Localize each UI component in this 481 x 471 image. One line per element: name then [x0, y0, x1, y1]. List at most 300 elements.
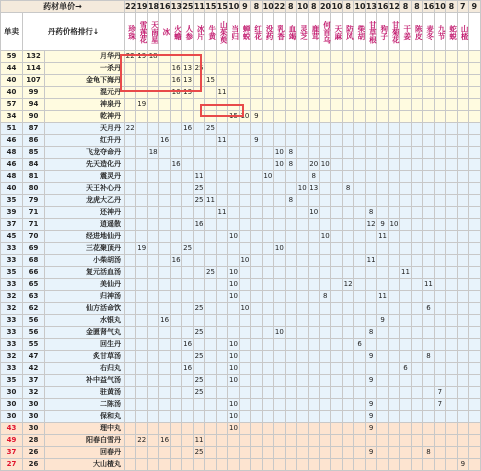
table-row[interactable]	[1, 87, 481, 99]
herb-cell	[365, 183, 376, 195]
herb-cell	[446, 411, 457, 423]
herb-cell	[159, 63, 170, 75]
herb-cell	[262, 387, 273, 399]
table-row[interactable]	[1, 231, 481, 243]
herb-cell: 13	[308, 183, 319, 195]
table-row[interactable]	[1, 267, 481, 279]
herb-cell	[423, 171, 434, 183]
herb-cell	[182, 195, 193, 207]
pill-name: 二陈汤	[45, 399, 125, 411]
herb-cell	[251, 315, 262, 327]
herb-cell	[125, 315, 136, 327]
herb-cell	[262, 447, 273, 459]
herb-cell	[308, 123, 319, 135]
rank-value: 71	[23, 219, 45, 231]
herb-cell	[170, 207, 181, 219]
table-row[interactable]	[1, 99, 481, 111]
rank-value: 26	[23, 459, 45, 471]
herb-cell	[274, 207, 285, 219]
herb-cell	[205, 387, 216, 399]
herb-cell	[228, 195, 239, 207]
herb-cell	[251, 267, 262, 279]
herb-unit-price: 18	[147, 2, 160, 11]
herb-cell	[262, 147, 273, 159]
herb-cell	[457, 339, 468, 351]
sell-price: 32	[1, 351, 23, 363]
herb-cell	[297, 195, 308, 207]
rank-value: 62	[23, 303, 45, 315]
herb-cell	[331, 159, 342, 171]
herb-cell	[411, 231, 422, 243]
herb-cell	[342, 363, 353, 375]
herb-cell	[457, 207, 468, 219]
table-row[interactable]	[1, 435, 481, 447]
pill-name: 补中益气汤	[45, 375, 125, 387]
herb-cell	[400, 243, 411, 255]
herb-unit-price: 20	[319, 2, 332, 11]
herb-cell	[365, 435, 376, 447]
herb-cell	[274, 291, 285, 303]
herb-cell	[297, 327, 308, 339]
table-row[interactable]	[1, 63, 481, 75]
pill-name: 乾神丹	[45, 111, 125, 123]
table-row[interactable]	[1, 243, 481, 255]
herb-cell	[342, 195, 353, 207]
herb-cell	[331, 387, 342, 399]
table-row[interactable]	[1, 159, 481, 171]
herb-cell: 11	[365, 255, 376, 267]
herb-cell	[297, 363, 308, 375]
herb-cell	[423, 183, 434, 195]
table-row[interactable]	[1, 135, 481, 147]
herb-cell	[297, 399, 308, 411]
herb-cell	[216, 411, 227, 423]
herb-cell	[239, 327, 250, 339]
herb-cell	[446, 339, 457, 351]
herb-cell: 25	[193, 447, 204, 459]
herb-name: 山茱萸	[216, 13, 227, 51]
herb-cell	[308, 135, 319, 147]
herb-cell	[400, 231, 411, 243]
rank-value: 132	[23, 51, 45, 63]
table-row[interactable]	[1, 447, 481, 459]
herb-cell	[274, 255, 285, 267]
herb-cell	[377, 423, 388, 435]
herb-cell	[262, 195, 273, 207]
herb-cell	[125, 207, 136, 219]
herb-cell	[400, 171, 411, 183]
sell-price: 48	[1, 147, 23, 159]
sell-price: 43	[1, 423, 23, 435]
table-row[interactable]	[1, 147, 481, 159]
herb-cell	[400, 423, 411, 435]
herb-cell: 16	[159, 315, 170, 327]
herb-cell	[469, 423, 480, 435]
pill-name: 回春丹	[45, 447, 125, 459]
herb-cell	[136, 459, 147, 471]
herb-cell	[308, 75, 319, 87]
herb-cell	[446, 183, 457, 195]
table-row[interactable]	[1, 123, 481, 135]
herb-cell	[434, 435, 445, 447]
table-row[interactable]	[1, 195, 481, 207]
herb-unit-price: 12	[388, 2, 400, 11]
herb-cell	[469, 219, 480, 231]
herb-name: 山楂	[457, 13, 468, 51]
herb-cell	[193, 279, 204, 291]
herb-cell	[388, 267, 399, 279]
herb-cell	[365, 339, 376, 351]
herb-cell: 8	[365, 207, 376, 219]
herb-cell	[136, 87, 147, 99]
herb-unit-price: 10	[228, 2, 240, 11]
table-row[interactable]	[1, 51, 481, 63]
table-row[interactable]	[1, 399, 481, 411]
table-row[interactable]	[1, 111, 481, 123]
table-row[interactable]	[1, 423, 481, 435]
herb-cell	[147, 399, 158, 411]
table-row[interactable]	[1, 75, 481, 87]
herb-cell	[388, 87, 399, 99]
herb-cell	[377, 111, 388, 123]
table-row[interactable]	[1, 183, 481, 195]
rank-value: 107	[23, 75, 45, 87]
herb-cell	[205, 255, 216, 267]
herb-cell	[147, 459, 158, 471]
herb-cell	[285, 231, 296, 243]
herb-cell	[411, 411, 422, 423]
herb-cell	[411, 243, 422, 255]
herb-cell	[388, 111, 399, 123]
herb-cell: 16	[170, 75, 181, 87]
herb-cell	[342, 171, 353, 183]
herb-cell	[308, 423, 319, 435]
herb-cell	[331, 63, 342, 75]
herb-cell	[319, 363, 330, 375]
herb-cell: 9	[457, 459, 468, 471]
herb-cell	[125, 243, 136, 255]
herb-cell	[354, 87, 365, 99]
table-row[interactable]	[1, 255, 481, 267]
rank-value: 87	[23, 123, 45, 135]
herb-cell	[377, 363, 388, 375]
herb-cell	[147, 207, 158, 219]
herb-cell	[297, 375, 308, 387]
herb-cell	[216, 315, 227, 327]
rank-value: 56	[23, 327, 45, 339]
herb-cell	[170, 147, 181, 159]
herb-cell: 19	[136, 99, 147, 111]
herb-cell	[388, 279, 399, 291]
herb-cell	[434, 363, 445, 375]
herb-cell	[239, 147, 250, 159]
table-row[interactable]	[1, 207, 481, 219]
herb-cell	[170, 291, 181, 303]
herb-cell	[228, 99, 239, 111]
herb-cell	[388, 63, 399, 75]
herb-cell	[331, 423, 342, 435]
herb-cell	[239, 315, 250, 327]
table-row[interactable]	[1, 375, 481, 387]
herb-unit-price: 13	[365, 2, 377, 11]
herb-cell	[147, 375, 158, 387]
herb-cell	[147, 219, 158, 231]
herb-cell	[182, 291, 193, 303]
herb-cell	[274, 303, 285, 315]
herb-cell	[377, 387, 388, 399]
herb-cell	[388, 303, 399, 315]
herb-cell	[285, 75, 296, 87]
herb-cell	[285, 183, 296, 195]
herb-cell	[354, 219, 365, 231]
herb-cell	[308, 279, 319, 291]
herb-cell	[319, 99, 330, 111]
herb-cell	[457, 51, 468, 63]
herb-cell	[251, 375, 262, 387]
herb-cell	[170, 327, 181, 339]
herb-cell	[205, 411, 216, 423]
herb-cell	[193, 75, 204, 87]
herb-cell	[193, 231, 204, 243]
herb-cell	[136, 327, 147, 339]
herb-cell: 9	[365, 351, 376, 363]
herb-cell	[262, 63, 273, 75]
herb-cell	[205, 291, 216, 303]
herb-cell	[308, 375, 319, 387]
herb-cell	[400, 195, 411, 207]
herb-cell	[469, 63, 480, 75]
herb-cell	[274, 315, 285, 327]
herb-cell	[125, 231, 136, 243]
herb-cell	[136, 219, 147, 231]
herb-cell	[342, 303, 353, 315]
herb-cell	[308, 147, 319, 159]
herb-cell	[308, 255, 319, 267]
herb-cell	[400, 459, 411, 471]
herb-cell	[331, 291, 342, 303]
table-row[interactable]	[1, 279, 481, 291]
table-row[interactable]	[1, 315, 481, 327]
herb-cell	[274, 459, 285, 471]
herb-cell	[388, 123, 399, 135]
herb-cell	[434, 207, 445, 219]
herb-cell: 9	[365, 375, 376, 387]
herb-cell	[205, 363, 216, 375]
herb-cell	[388, 159, 399, 171]
herb-cell	[262, 459, 273, 471]
herb-cell	[159, 411, 170, 423]
herb-cell	[274, 75, 285, 87]
table-row[interactable]	[1, 459, 481, 471]
herb-cell	[377, 279, 388, 291]
herb-unit-price: 25	[182, 2, 194, 11]
herb-cell	[354, 207, 365, 219]
herb-cell	[216, 159, 227, 171]
herb-cell	[308, 267, 319, 279]
herb-cell	[285, 303, 296, 315]
herb-cell	[216, 291, 227, 303]
herb-cell	[274, 411, 285, 423]
herb-cell	[388, 75, 399, 87]
herb-cell	[170, 267, 181, 279]
herb-cell: 8	[285, 147, 296, 159]
herb-cell	[411, 399, 422, 411]
herb-cell	[365, 51, 376, 63]
herb-cell: 8	[285, 195, 296, 207]
herb-cell	[136, 231, 147, 243]
herb-cell	[228, 447, 239, 459]
herb-cell	[469, 135, 480, 147]
herb-cell	[423, 159, 434, 171]
herb-cell	[285, 255, 296, 267]
herb-cell	[297, 447, 308, 459]
herb-cell	[434, 327, 445, 339]
herb-cell	[262, 51, 273, 63]
herb-cell	[170, 135, 181, 147]
herb-cell	[239, 183, 250, 195]
herb-cell	[319, 87, 330, 99]
herb-cell	[251, 123, 262, 135]
herb-cell	[342, 267, 353, 279]
herb-cell	[170, 123, 181, 135]
table-row[interactable]	[1, 219, 481, 231]
sell-price: 40	[1, 183, 23, 195]
herb-name: 人参	[182, 13, 193, 51]
herb-cell	[297, 123, 308, 135]
herb-cell	[228, 87, 239, 99]
herb-cell	[159, 183, 170, 195]
herb-cell	[159, 459, 170, 471]
herb-cell: 11	[193, 435, 204, 447]
herb-cell	[216, 147, 227, 159]
herb-cell	[354, 255, 365, 267]
herb-cell	[159, 423, 170, 435]
rank-value: 32	[23, 387, 45, 399]
table-row[interactable]	[1, 339, 481, 351]
herb-cell	[125, 291, 136, 303]
herb-cell	[457, 147, 468, 159]
herb-name: 防风	[342, 13, 353, 51]
herb-cell	[377, 51, 388, 63]
herb-cell	[170, 231, 181, 243]
herb-cell	[365, 87, 376, 99]
herb-cell	[446, 159, 457, 171]
herb-cell	[170, 171, 181, 183]
rank-value: 79	[23, 195, 45, 207]
table-row[interactable]	[1, 291, 481, 303]
herb-cell	[136, 387, 147, 399]
herb-cell	[388, 135, 399, 147]
herb-cell	[274, 399, 285, 411]
herb-cell	[147, 435, 158, 447]
table-row[interactable]	[1, 327, 481, 339]
table-row[interactable]	[1, 171, 481, 183]
herb-cell	[446, 375, 457, 387]
herb-cell	[400, 447, 411, 459]
rank-value: 30	[23, 411, 45, 423]
herb-cell	[193, 159, 204, 171]
herb-cell	[274, 171, 285, 183]
herb-cell	[457, 87, 468, 99]
sell-price: 32	[1, 303, 23, 315]
herb-cell: 15	[228, 111, 239, 123]
herb-cell	[274, 219, 285, 231]
table-row[interactable]	[1, 303, 481, 315]
herb-cell	[182, 279, 193, 291]
table-row[interactable]	[1, 387, 481, 399]
herb-cell	[251, 183, 262, 195]
herb-cell	[274, 267, 285, 279]
herb-cell	[159, 195, 170, 207]
pill-name: 一杀丹	[45, 63, 125, 75]
herb-cell: 25	[193, 183, 204, 195]
herb-cell	[205, 87, 216, 99]
herb-cell	[331, 51, 342, 63]
herb-cell	[147, 135, 158, 147]
sell-price: 33	[1, 279, 23, 291]
herb-cell	[182, 219, 193, 231]
herb-cell	[205, 447, 216, 459]
herb-cell	[365, 315, 376, 327]
herb-cell	[193, 123, 204, 135]
herb-cell	[319, 243, 330, 255]
herb-cell	[297, 423, 308, 435]
herb-cell	[469, 435, 480, 447]
herb-cell	[251, 219, 262, 231]
herb-cell: 13	[182, 75, 193, 87]
herb-cell	[193, 87, 204, 99]
herb-cell	[365, 363, 376, 375]
herb-cell	[308, 363, 319, 375]
herb-cell	[170, 363, 181, 375]
herb-cell	[170, 399, 181, 411]
herb-cell	[182, 459, 193, 471]
herb-cell	[136, 303, 147, 315]
pill-name: 金匮肾气丸	[45, 327, 125, 339]
herb-cell	[411, 339, 422, 351]
herb-cell	[411, 207, 422, 219]
herb-name: 灵芝	[297, 13, 308, 51]
herb-cell	[469, 339, 480, 351]
herb-cell	[182, 423, 193, 435]
herb-cell	[297, 75, 308, 87]
herb-cell	[147, 339, 158, 351]
herb-cell	[446, 423, 457, 435]
herb-cell	[446, 279, 457, 291]
herb-cell	[377, 171, 388, 183]
herb-cell	[136, 135, 147, 147]
sell-price: 33	[1, 255, 23, 267]
herb-cell	[159, 159, 170, 171]
table-row[interactable]	[1, 411, 481, 423]
herb-cell	[239, 123, 250, 135]
table-row[interactable]	[1, 363, 481, 375]
herb-cell	[457, 363, 468, 375]
herb-cell	[125, 423, 136, 435]
herb-cell	[457, 135, 468, 147]
herb-cell	[377, 75, 388, 87]
herb-cell	[274, 231, 285, 243]
herb-cell	[331, 303, 342, 315]
herb-cell	[216, 351, 227, 363]
herb-cell	[274, 195, 285, 207]
herb-cell	[319, 147, 330, 159]
herb-cell	[354, 315, 365, 327]
herb-name	[469, 13, 480, 51]
table-row[interactable]	[1, 351, 481, 363]
herb-cell	[125, 435, 136, 447]
herb-cell	[365, 279, 376, 291]
